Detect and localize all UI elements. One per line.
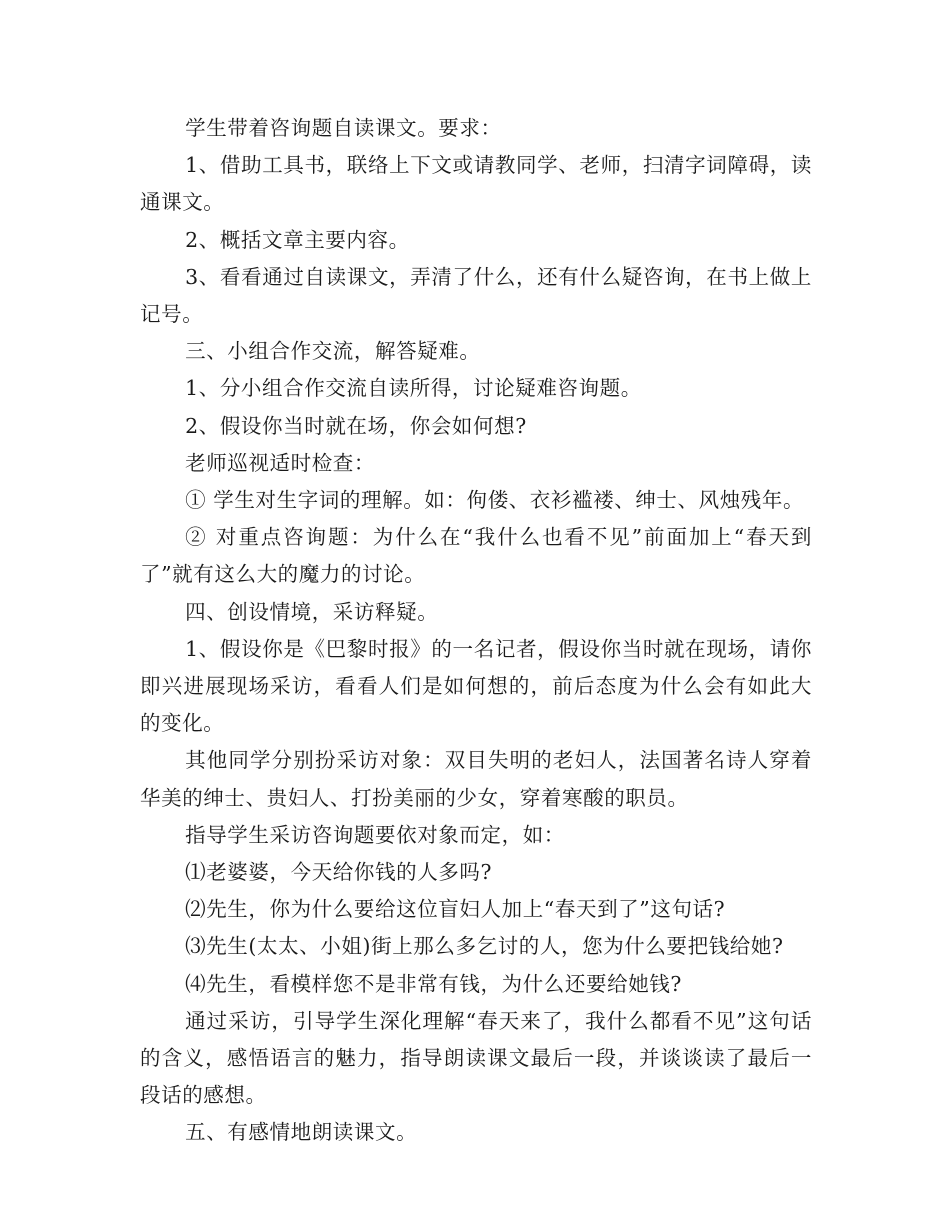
section-heading: 三、小组合作交流，解答疑难。: [185, 339, 481, 364]
paragraph: ① 学生对生字词的理解。如：佝偻、衣衫褴褛、绅士、风烛残年。: [185, 488, 805, 513]
list-item: ⑷先生，看模样您不是非常有钱，为什么还要给她钱?: [185, 971, 682, 996]
paragraph: 1、借助工具书，联络上下文或请教同学、老师，扫清字词障碍，读通课文。: [140, 153, 812, 215]
paragraph: 3、看看通过自读课文，弄清了什么，还有什么疑咨询，在书上做上记号。: [140, 264, 812, 327]
paragraph: 其他同学分别扮采访对象：双目失明的老妇人，法国著名诗人穿着华美的绅士、贵妇人、打扮美丽的少女，穿着寒酸的职员。: [140, 748, 812, 810]
paragraph: 老师巡视适时检查：: [185, 450, 375, 475]
paragraph: 通过采访，引导学生深化理解“春天来了，我什么都看不见”这句话的含义，感悟语言的魅力，指导朗读课文最后一段，并谈谈读了最后一段话的感想。: [140, 1008, 812, 1108]
paragraph: 1、分小组合作交流自读所得，讨论疑难咨询题。: [185, 376, 642, 401]
list-item: ⑶先生(太太、小姐)街上那么多乞讨的人，您为什么要把钱给她?: [185, 934, 784, 959]
paragraph: 2、假设你当时就在场，你会如何想?: [185, 413, 527, 438]
paragraph: 指导学生采访咨询题要依对象而定，如：: [185, 822, 565, 847]
list-item: ⑵先生，你为什么要给这位盲妇人加上“春天到了”这句话?: [185, 897, 726, 922]
paragraph: ② 对重点咨询题：为什么在“我什么也看不见”前面加上“春天到了”就有这么大的魔力的讨论。: [140, 525, 812, 587]
document-body: [140, 110, 812, 1152]
paragraph: 2、概括文章主要内容。: [185, 227, 410, 252]
paragraph: 1、假设你是《巴黎时报》的一名记者，假设你当时就在现场，请你即兴进展现场采访，看看人们是如何想的，前后态度为什么会有如此大的变化。: [140, 636, 812, 736]
section-heading: 五、有感情地朗读课文。: [185, 1120, 418, 1145]
section-heading: 四、创设情境，采访释疑。: [185, 599, 439, 624]
list-item: ⑴老婆婆，今天给你钱的人多吗?: [185, 860, 493, 885]
paragraph: 学生带着咨询题自读课文。要求：: [185, 116, 502, 140]
